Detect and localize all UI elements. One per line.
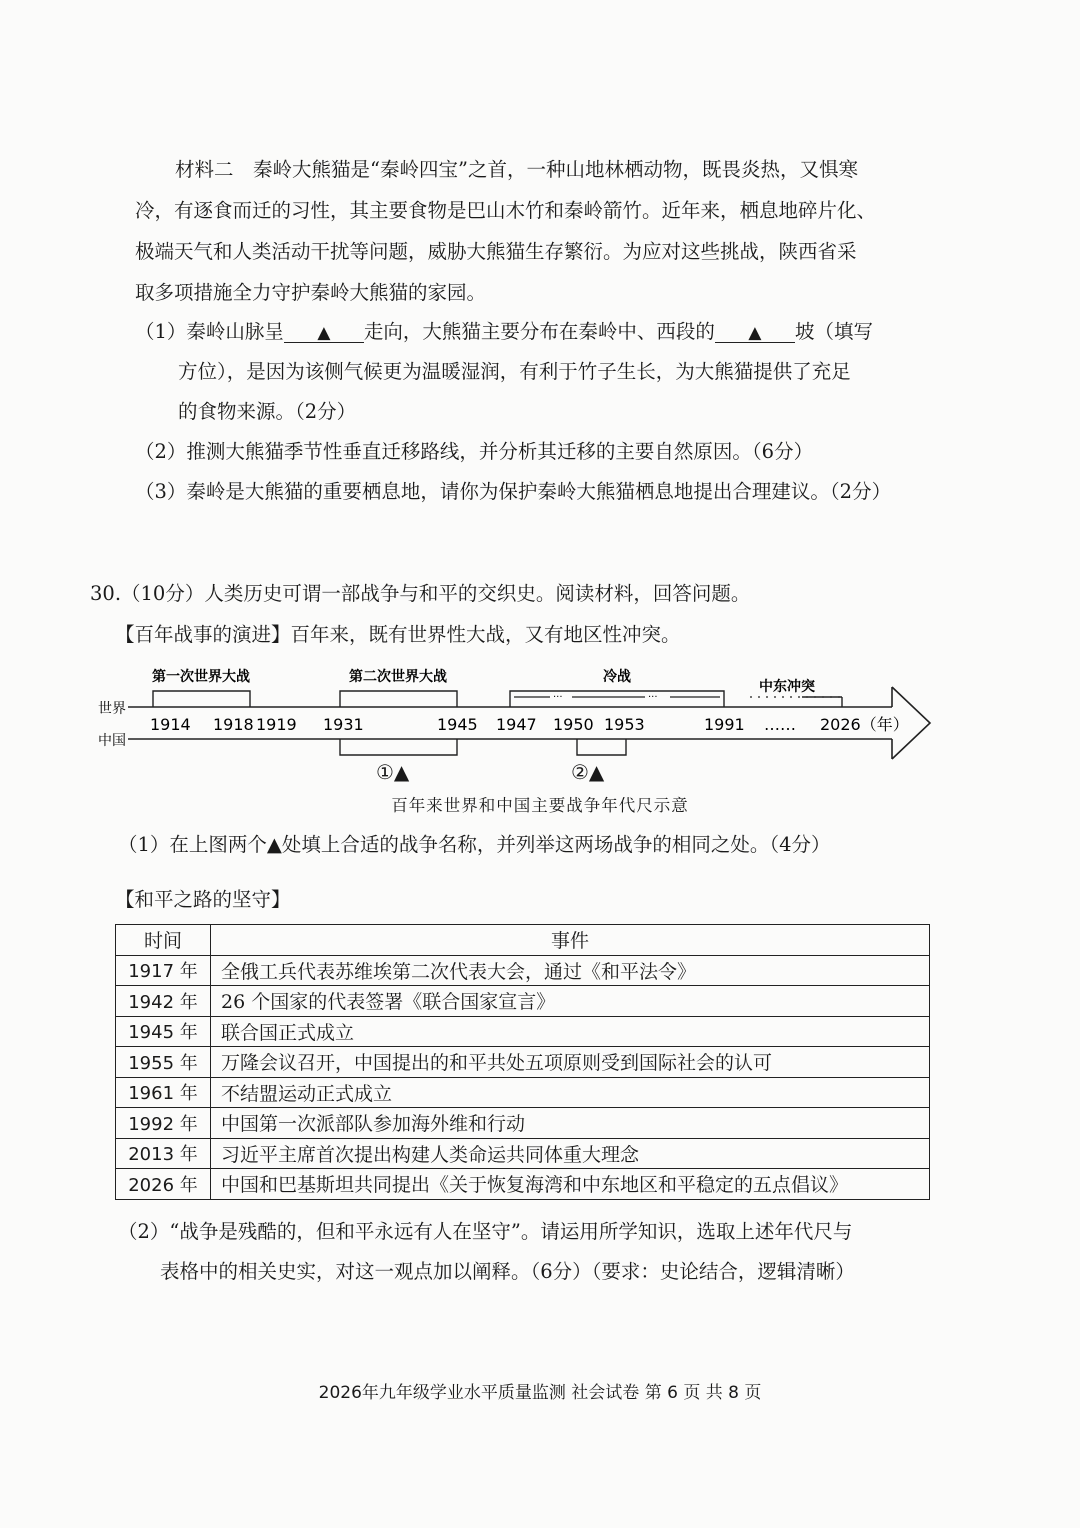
year-ellipsis: …… [764, 715, 796, 734]
q29-part1-line1 [135, 322, 873, 343]
coldwar-bracket-outer [510, 691, 724, 707]
q30-part1: （1）在上图两个▲处填上合适的战争名称，并列举这两场战争的相同之处。（4分） [118, 833, 831, 856]
year-1991: 1991 [704, 715, 745, 734]
timeline-mark-1[interactable]: ①▲ [376, 760, 410, 784]
q30-part2-line2: 表格中的相关史实，对这一观点加以阐释。（6分）（要求：史论结合，逻辑清晰） [160, 1260, 855, 1283]
timeline-caption: 百年来世界和中国主要战争年代尺示意 [391, 796, 689, 815]
page-footer: 2026年九年级学业水平质量监测 社会试卷 第 6 页 共 8 页 [318, 1383, 762, 1403]
china-war-bracket-1 [340, 739, 457, 755]
year-1945: 1945 [437, 715, 478, 734]
ww1-label: 第一次世界大战 [152, 669, 250, 685]
material2-line2: 冷，有逐食而迁的习性，其主要食物是巴山木竹和秦岭箭竹。近年来，栖息地碎片化、 [135, 199, 877, 222]
war-timeline-diagram [90, 655, 940, 765]
table-row [116, 1016, 930, 1047]
blank-triangle-2: ▲ [748, 323, 762, 343]
year-1918: 1918 [213, 715, 254, 734]
q29-part1-b: 走向，大熊猫主要分布在秦岭中、西段的 [363, 320, 715, 343]
q30-header: 30.（10分）人类历史可谓一部战争与和平的交织史。阅读材料，回答问题。 [90, 582, 751, 605]
table-cell-event: 中国和巴基斯坦共同提出《关于恢复海湾和中东地区和平稳定的五点倡议》 [211, 1169, 930, 1200]
mideast-label: 中东冲突 [759, 679, 815, 695]
q29-part1-c: 坡（填写 [794, 320, 873, 343]
material2-line1: 材料二 秦岭大熊猫是“秦岭四宝”之首，一种山地林栖动物，既畏炎热，又惧寒 [175, 158, 858, 181]
table-row [116, 1138, 930, 1169]
ww1-bracket [153, 691, 250, 707]
year-1947: 1947 [496, 715, 537, 734]
ww2-label: 第二次世界大战 [349, 669, 447, 685]
material2-line3: 极端天气和人类活动干扰等问题，威胁大熊猫生存繁衍。为应对这些挑战，陕西省采 [135, 240, 857, 263]
q30-part2-line1: （2）“战争是残酷的，但和平永远有人在坚守”。请运用所学知识，选取上述年代尺与 [118, 1220, 853, 1243]
table-header-event: 事件 [211, 925, 930, 956]
material2-line4: 取多项措施全力守护秦岭大熊猫的家园。 [135, 281, 487, 304]
table-row [116, 1047, 930, 1078]
table-row [116, 955, 930, 986]
table-cell-year: 2026 年 [116, 1169, 211, 1200]
year-1953: 1953 [604, 715, 645, 734]
q29-part3: （3）秦岭是大熊猫的重要栖息地，请你为保护秦岭大熊猫栖息地提出合理建议。（2分） [135, 480, 892, 503]
table-cell-year: 1961 年 [116, 1077, 211, 1108]
q29-part1-line2: 方位），是因为该侧气候更为温暖湿润，有利于竹子生长，为大熊猫提供了充足 [178, 360, 851, 383]
q30-section-peace: 【和平之路的坚守】 [115, 888, 291, 911]
table-cell-event: 联合国正式成立 [211, 1016, 930, 1047]
table-cell-year: 1942 年 [116, 986, 211, 1017]
table-header-time: 时间 [116, 925, 211, 956]
table-cell-event: 全俄工兵代表苏维埃第二次代表大会，通过《和平法令》 [211, 955, 930, 986]
q29-part1-a: （1）秦岭山脉呈 [135, 320, 284, 343]
table-row [116, 1108, 930, 1139]
table-cell-event: 习近平主席首次提出构建人类命运共同体重大理念 [211, 1138, 930, 1169]
year-2026: 2026（年） [820, 715, 909, 734]
table-cell-year: 1955 年 [116, 1047, 211, 1078]
table-cell-year: 1992 年 [116, 1108, 211, 1139]
svg-text:···: ··· [553, 692, 563, 703]
china-war-bracket-2 [577, 739, 626, 755]
year-1950: 1950 [553, 715, 594, 734]
q29-part1-line3: 的食物来源。（2分） [178, 400, 357, 423]
table-cell-event: 万隆会议召开，中国提出的和平共处五项原则受到国际社会的认可 [211, 1047, 930, 1078]
row-label-china: 中国 [98, 733, 126, 749]
table-cell-year: 2013 年 [116, 1138, 211, 1169]
year-1919: 1919 [256, 715, 297, 734]
answer-blank-2[interactable] [715, 322, 795, 343]
year-1914: 1914 [150, 715, 191, 734]
q29-part2: （2）推测大熊猫季节性垂直迁移路线，并分析其迁移的主要自然原因。（6分） [135, 440, 814, 463]
table-header-row [116, 925, 930, 956]
q30-section-wars: 【百年战事的演进】百年来，既有世界性大战，又有地区性冲突。 [115, 623, 681, 646]
ww2-bracket [340, 691, 457, 707]
table-cell-event: 中国第一次派部队参加海外维和行动 [211, 1108, 930, 1139]
blank-triangle-1: ▲ [317, 323, 331, 343]
table-cell-event: 26 个国家的代表签署《联合国家宣言》 [211, 986, 930, 1017]
svg-text:···: ··· [648, 692, 658, 703]
table-row [116, 1077, 930, 1108]
coldwar-label: 冷战 [603, 669, 631, 685]
peace-events-table [115, 924, 930, 1200]
year-1931: 1931 [323, 715, 364, 734]
table-cell-event: 不结盟运动正式成立 [211, 1077, 930, 1108]
timeline-mark-2[interactable]: ②▲ [571, 760, 605, 784]
table-row [116, 986, 930, 1017]
table-cell-year: 1945 年 [116, 1016, 211, 1047]
row-label-world: 世界 [98, 701, 126, 717]
table-row [116, 1169, 930, 1200]
answer-blank-1[interactable] [284, 322, 364, 343]
table-cell-year: 1917 年 [116, 955, 211, 986]
